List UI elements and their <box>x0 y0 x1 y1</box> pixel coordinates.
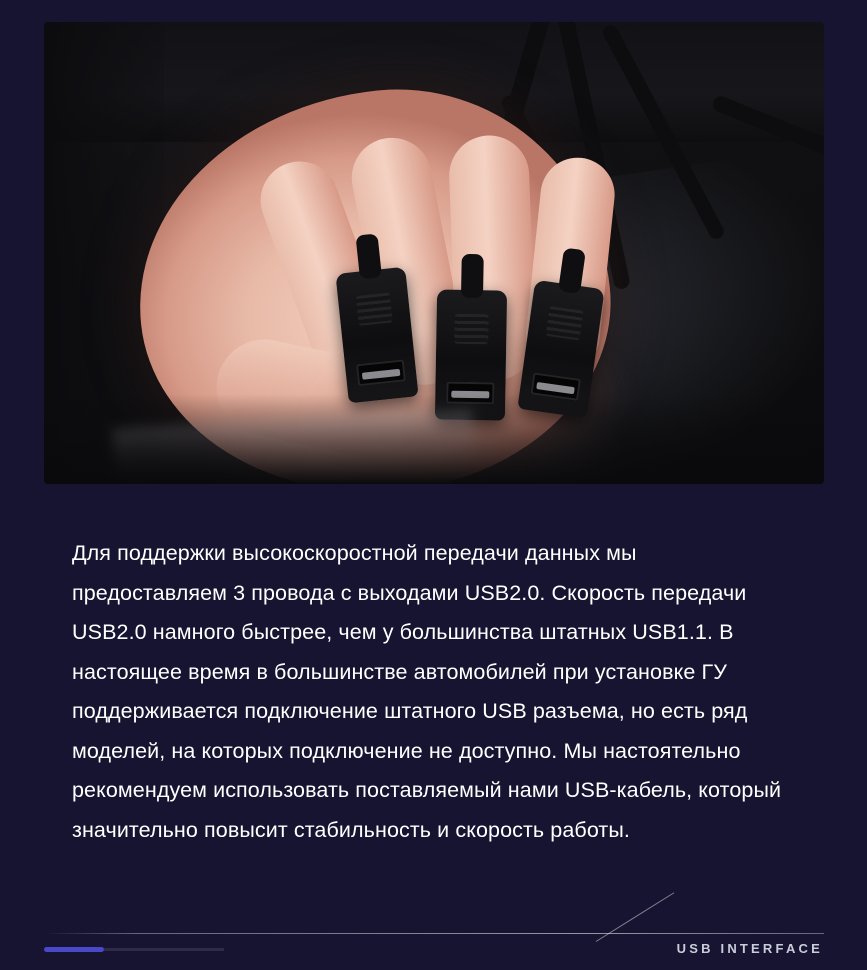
product-photo <box>44 22 824 484</box>
usb-cable-neck <box>356 233 382 279</box>
description-paragraph: Для поддержки высокоскоростной передачи данных мы предоставляем 3 провода с выходами USB2.0. Скорость передачи USB2.0 намного быстрее, чем у большинства штатных USB1.1. В настоящее время в большинстве автомобилей при установке ГУ поддерживается подключение штатного USB разъема, но есть ряд моделей, на которых подключение не доступно. Мы настоятельно рекомендуем использовать поставляемый нами USB-кабель, который значительно повысит стабильность и скорость работы. <box>72 541 782 842</box>
usb-connector-1 <box>335 267 418 404</box>
photo-dark-band-bottom <box>44 394 824 484</box>
footer-divider <box>44 933 824 934</box>
usb-embossing <box>454 314 489 345</box>
footer-progress-track <box>104 948 224 951</box>
footer-label: USB INTERFACE <box>676 941 823 956</box>
usb-cable-neck <box>558 247 586 294</box>
usb-embossing <box>356 292 393 325</box>
footer <box>0 888 867 970</box>
footer-diagonal-accent <box>596 892 675 942</box>
photo-background <box>44 22 824 484</box>
usb-embossing <box>546 306 584 340</box>
footer-accent-bar <box>44 947 104 952</box>
usb-cable-neck <box>461 254 484 298</box>
